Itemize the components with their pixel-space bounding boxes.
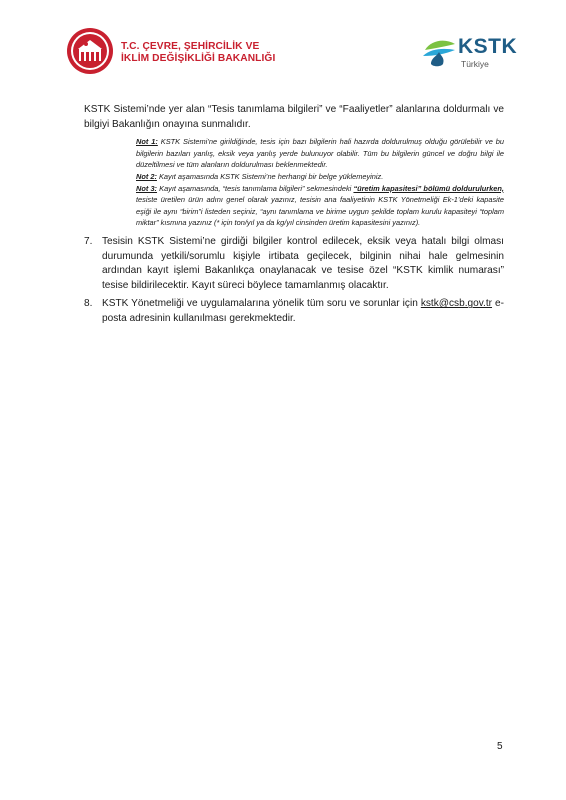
- note-3-highlight: “üretim kapasitesi” bölümü doldurulurken,: [353, 183, 504, 193]
- list-item-7: [84, 235, 504, 293]
- note-3: [136, 183, 504, 229]
- note-2-label: Not 2:: [136, 171, 157, 181]
- item-8-text-b: e-posta adresinin kullanılması gerekmektedir.: [102, 298, 504, 324]
- notes-block: [136, 136, 504, 229]
- note-1: [136, 136, 504, 171]
- note-1-label: Not 1:: [136, 137, 158, 147]
- ministry-name-line1: T.C. ÇEVRE, ŞEHİRCİLİK VE: [121, 41, 260, 52]
- intro-paragraph: KSTK Sistemi’nde yer alan “Tesis tanımlama bilgileri” ve “Faaliyetler” alanlarına doldurmalı ve bilgiyi Bakanlığın onayına sunmalıdır.: [84, 104, 504, 130]
- list-item-text: [102, 297, 504, 326]
- list-item-8: [84, 297, 504, 326]
- note-2: [136, 171, 504, 183]
- note-3-label: Not 3:: [136, 183, 158, 193]
- kstk-logo-icon: [421, 36, 457, 68]
- document-body: [84, 103, 504, 327]
- list-item-number: 7.: [84, 235, 93, 247]
- page-number: 5: [497, 741, 503, 752]
- email-link[interactable]: kstk@csb.gov.tr: [420, 298, 493, 310]
- note-3-text-a: Kayıt aşamasında, “tesis tanımlama bilgileri” sekmesindeki: [157, 183, 354, 193]
- kstk-brand-name: KSTK: [458, 35, 518, 58]
- ministry-name: [121, 41, 275, 65]
- ministry-name-line2: İKLİM DEĞİŞİKLİĞİ BAKANLIĞI: [121, 53, 276, 64]
- note-1-text: KSTK Sistemi’ne girildiğinde, tesis için bazı bilgilerin hali hazırda doldurulmuş olduğu görülebilir ve bu bilgilerin bazıları yanlış, eksik veya yanlış yerde bulunuyor olabilir. Tüm bu bilgilerin güncel ve doğru bilgi ile düzeltilmesi ve tüm alanların doldurulması beklenmektedir.: [136, 137, 504, 170]
- ministry-emblem-icon: [66, 27, 114, 75]
- item-8-text-a: KSTK Yönetmeliği ve uygulamalarına yönelik tüm soru ve sorunlar için: [102, 298, 421, 310]
- note-3-text-b: tesiste üretilen ürün adını genel olarak yazınız, tesisin ana faaliyetinin KSTK Yönetmeliği Ek-1’deki kapasite eşiği ile aynı “birim”i listeden seçiniz, “aynı tanımlama ve birime uygun şekilde toplam kurulu kapasiteyi “toplam miktar” kısmına yazınız (* için ton/yıl ya da kg/yıl cinsinden üretim kapasitesini yazınız).: [136, 195, 504, 228]
- page-header: [0, 0, 566, 90]
- list-item-number: 8.: [84, 298, 93, 310]
- list-item-text: Tesisin KSTK Sistemi’ne girdiği bilgiler kontrol edilecek, eksik veya hatalı bilgi olması durumunda yetkili/sorumlu kişiyle irtibata geçilecek, bilginin nihai hale gelmesinin ardından kayıt işlemi Bakanlıkça onaylanacak ve tesise özel “KSTK kimlik numarası” tesise bildirilecektir. Kayıt süreci böylece tamamlanmış olacaktır.: [102, 235, 504, 291]
- note-2-text: Kayıt aşamasında KSTK Sistemi’ne herhangi bir belge yüklemeyiniz.: [156, 171, 384, 181]
- kstk-brand-subtitle: Türkiye: [461, 59, 489, 69]
